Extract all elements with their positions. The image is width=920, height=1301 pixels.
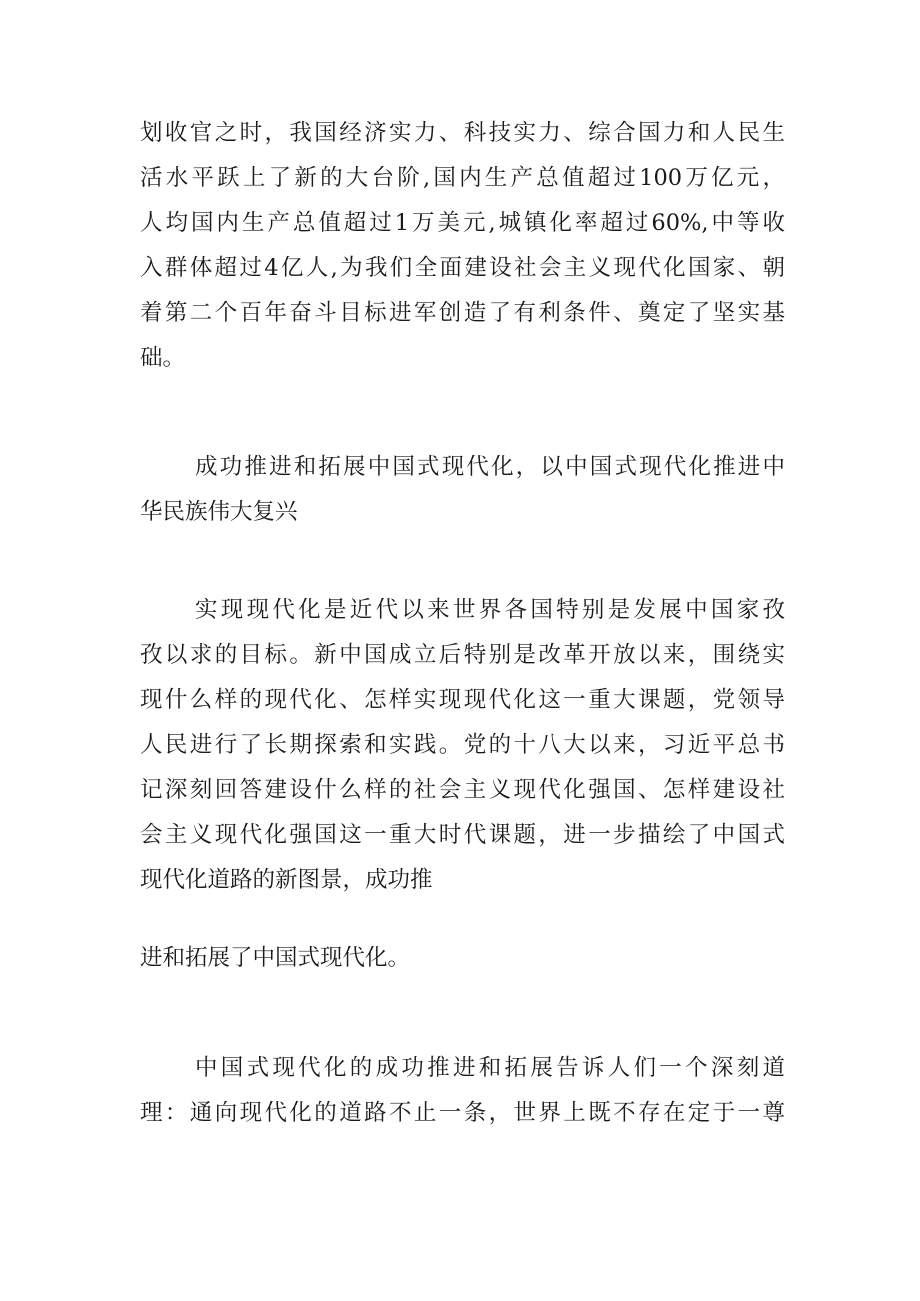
paragraph-4-line-2: 理：通向现代化的道路不止一条，世界上既不存在定于一尊 (140, 1100, 785, 1126)
paragraph-1-line-6: 础。 (140, 345, 186, 371)
paragraph-2-line-2: 孜以求的目标。新中国成立后特别是改革开放以来，围绕实 (140, 642, 785, 668)
paragraph-2-line-6: 会主义现代化强国这一重大时代课题，进一步描绘了中国式 (140, 822, 785, 848)
paragraph-1-line-1: 划收官之时，我国经济实力、科技实力、综合国力和人民生 (140, 120, 785, 146)
section-heading-line-2: 华民族伟大复兴 (140, 499, 298, 525)
paragraph-2-line-5: 记深刻回答建设什么样的社会主义现代化强国、怎样建设社 (140, 777, 785, 803)
section-heading-line-1: 成功推进和拓展中国式现代化，以中国式现代化推进中 (195, 454, 785, 480)
paragraph-2-line-4: 人民进行了长期探索和实践。党的十八大以来，习近平总书 (140, 732, 785, 758)
paragraph-1-line-3: 人均国内生产总值超过1万美元,城镇化率超过60%,中等收 (140, 210, 785, 236)
paragraph-2-line-7: 现代化道路的新图景，成功推 (140, 867, 433, 893)
paragraph-3-line-1: 进和拓展了中国式现代化。 (140, 945, 411, 971)
paragraph-2-line-1: 实现现代化是近代以来世界各国特别是发展中国家孜 (195, 597, 785, 623)
paragraph-4-line-1: 中国式现代化的成功推进和拓展告诉人们一个深刻道 (195, 1055, 785, 1081)
paragraph-1-line-5: 着第二个百年奋斗目标进军创造了有利条件、奠定了坚实基 (140, 300, 785, 326)
paragraph-1-line-2: 活水平跃上了新的大台阶,国内生产总值超过100万亿元， (140, 165, 785, 191)
paragraph-2-line-3: 现什么样的现代化、怎样实现现代化这一重大课题，党领导 (140, 687, 785, 713)
paragraph-1-line-4: 入群体超过4亿人,为我们全面建设社会主义现代化国家、朝 (140, 255, 785, 281)
